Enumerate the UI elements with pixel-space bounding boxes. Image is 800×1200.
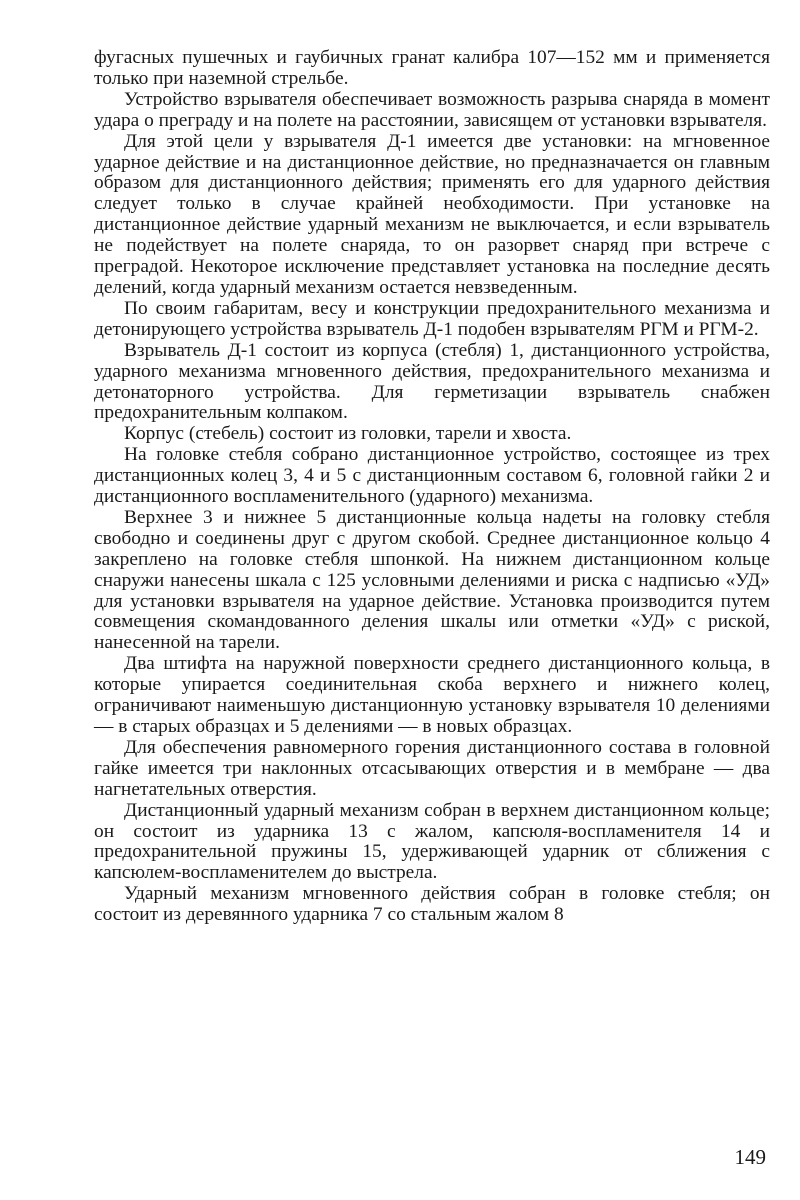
paragraph-6: Корпус (стебель) состоит из головки, тарели и хвоста. — [124, 423, 572, 445]
paragraph-8: Верхнее 3 и нижнее 5 дистанционные кольца надеты на головку стебля свободно и соединены друг с другом скобой. Среднее дистанционное кольцо 4 закреплено на головке стебля шпонкой. На нижнем дистанционном кольце снаружи нанесены шкала с 125 условными делениями и риска с надписью «УД» для установки взрывателя на ударное действие. Установка производится путем совмещения скомандованного деления шкалы или отметки «УД» с риской, нанесенной на тарели. — [94, 506, 770, 654]
paragraph-11: Дистанционный ударный механизм собран в верхнем дистанционном кольце; он состоит из ударника 13 с жалом, капсюля-воспламенителя 14 и предохранительной пружины 15, удерживающей ударник от сближения с капсюлем-воспламенителем до выстрела. — [94, 799, 770, 884]
paragraph-4: По своим габаритам, весу и конструкции предохранительного механизма и детонирующего устройства взрыватель Д-1 подобен взрывателям РГМ и РГМ-2. — [94, 297, 770, 340]
paragraph-5: Взрыватель Д-1 состоит из корпуса (стебля) 1, дистанционного устройства, ударного механизма мгновенного действия, предохранительного механизма и детонаторного устройства. Для герметизации взрыватель снабжен предохранительным колпаком. — [94, 339, 770, 424]
page-body — [94, 48, 770, 926]
page-number: 149 — [734, 1145, 766, 1169]
paragraph-10: Для обеспечения равномерного горения дистанционного состава в головной гайке имеется три наклонных отсасывающих отверстия и в мембране — два нагнетательных отверстия. — [94, 736, 770, 800]
paragraph-12: Ударный механизм мгновенного действия собран в головке стебля; он состоит из деревянного ударника 7 со стальным жалом 8 — [94, 883, 770, 926]
paragraph-3: Для этой цели у взрывателя Д-1 имеется две установки: на мгновенное ударное действие и на дистанционное действие, но предназначается он главным образом для дистанционного действия; применять его для ударного действия следует только в случае крайней необходимости. При установке на дистанционное действие ударный механизм не выключается, и если взрыватель не подействует на полете снаряда, то он разорвет снаряд при встрече с преградой. Некоторое исключение представляет установка на последние десять делений, когда ударный механизм остается невзведенным. — [94, 130, 770, 298]
paragraph-7: На головке стебля собрано дистанционное устройство, состоящее из трех дистанционных колец 3, 4 и 5 с дистанционным составом 6, головной гайки 2 и дистанционного воспламенительного (ударного) механизма. — [94, 444, 770, 508]
paragraph-1: фугасных пушечных и гаубичных гранат калибра 107—152 мм и применяется только при наземной стрельбе. — [94, 47, 770, 89]
paragraph-2: Устройство взрывателя обеспечивает возможность разрыва снаряда в момент удара о преграду и на полете на расстоянии, зависящем от установки взрывателя. — [94, 88, 770, 131]
paragraph-9: Два штифта на наружной поверхности среднего дистанционного кольца, в которые упирается соединительная скоба верхнего и нижнего колец, ограничивают наименьшую дистанционную установку взрывателя 10 делениями — в старых образцах и 5 делениями — в новых образцах. — [94, 653, 770, 737]
